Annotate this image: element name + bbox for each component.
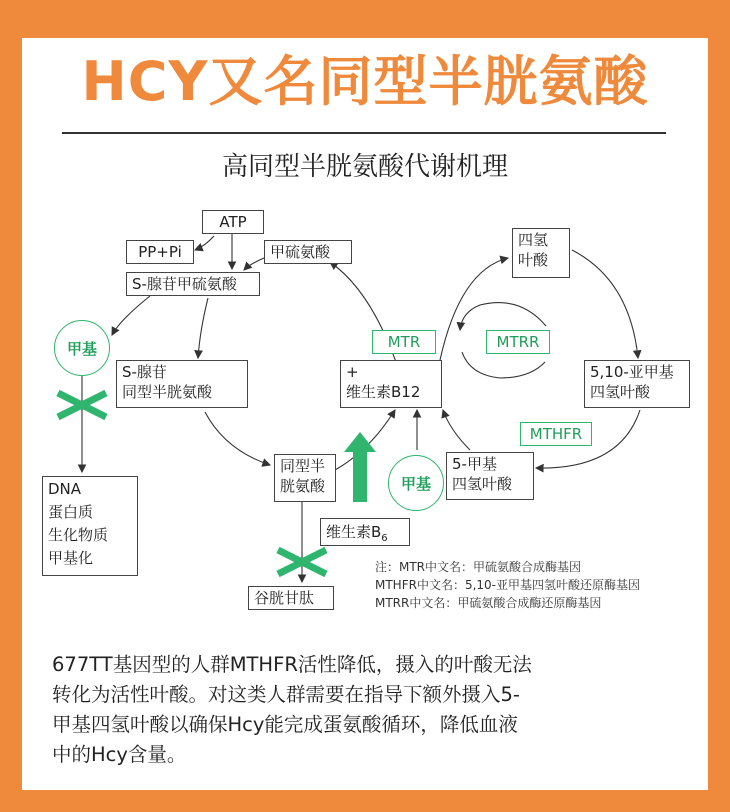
arrow-met-sam xyxy=(244,258,264,270)
arrow-5mthf-b12 xyxy=(443,410,470,450)
sah-line-2: 同型半胱氨酸 xyxy=(122,383,213,401)
explanation-paragraph xyxy=(52,650,692,770)
paragraph-line-2: 转化为活性叶酸。对这类人群需要在指导下额外摄入5- xyxy=(52,683,520,706)
hcy-line-2: 胱氨酸 xyxy=(280,477,326,495)
dna-line-4: 甲基化 xyxy=(48,549,94,567)
mtetra-line-2: 四氢叶酸 xyxy=(452,475,513,493)
arrow-sah-hcy xyxy=(205,412,270,465)
arrow-atp-pp xyxy=(195,236,214,250)
arrow-sam-sah xyxy=(198,298,208,358)
s-adenosyl-methionine-box: S-腺苷甲硫氨酸 xyxy=(126,272,260,296)
vitamin-b6-subscript: 6 xyxy=(381,533,388,544)
paragraph-line-3: 甲基四氢叶酸以确保Hcy能完成蛋氨酸循环，降低血液 xyxy=(52,713,518,736)
s-adenosyl-homocysteine-box xyxy=(116,360,248,408)
vitamin-b12-box xyxy=(340,360,442,408)
gene-notes xyxy=(375,558,640,612)
mthf-line-1: 5,10-亚甲基 xyxy=(590,363,674,381)
note-mthfr: MTHFR中文名：5,10-亚甲基四氢叶酸还原酶基因 xyxy=(375,578,640,592)
green-up-arrow xyxy=(344,432,376,502)
mtr-label: MTR xyxy=(372,330,436,354)
sah-line-1: S-腺苷 xyxy=(122,363,167,381)
tetrahydrofolate-box xyxy=(512,228,570,278)
note-mtrr: MTRR中文名：甲硫氨酸合成酶还原酶基因 xyxy=(375,596,602,610)
paragraph-line-4: 中的Hcy含量。 xyxy=(52,743,187,766)
b12-line-2: 维生素B12 xyxy=(346,383,421,401)
methionine-box: 甲硫氨酸 xyxy=(264,240,352,264)
mtrr-cycle-bottom xyxy=(462,352,545,378)
mthfr-label: MTHFR xyxy=(520,422,592,446)
thf-line-1: 四氢 xyxy=(518,231,549,249)
vitamin-b6-box xyxy=(320,518,410,546)
thf-line-2: 叶酸 xyxy=(518,251,549,269)
pp-pi-box: PP+Pi xyxy=(126,240,194,264)
mthf-line-2: 四氢叶酸 xyxy=(590,383,651,401)
diagram-subtitle: 高同型半胱氨酸代谢机理 xyxy=(221,152,508,182)
atp-box: ATP xyxy=(202,210,264,234)
note-mtr: 注：MTR中文名：甲硫氨酸合成酶基因 xyxy=(375,560,582,574)
mtrr-label: MTRR xyxy=(486,330,550,354)
arrow-thf-mthf xyxy=(572,250,638,358)
dna-line-3: 生化物质 xyxy=(48,526,109,544)
dna-line-2: 蛋白质 xyxy=(48,503,94,521)
arrow-sam-methyl xyxy=(112,296,150,335)
methylene-thf-box xyxy=(584,360,690,408)
homocysteine-box xyxy=(274,454,336,502)
mtrr-cycle-top xyxy=(460,303,546,330)
glutathione-box: 谷胱甘肽 xyxy=(248,586,334,610)
paragraph-line-1: 677TT基因型的人群MTHFR活性降低，摄入的叶酸无法 xyxy=(52,653,532,676)
vitamin-b6-label: 维生素B xyxy=(326,523,382,541)
methylation-targets-box xyxy=(42,476,138,576)
page-title: HCY又名同型半胱氨酸 xyxy=(81,50,649,113)
dna-line-1: DNA xyxy=(48,480,82,498)
mtetra-line-1: 5-甲基 xyxy=(452,455,497,473)
hcy-line-1: 同型半 xyxy=(280,457,326,475)
methyl-thf-box xyxy=(446,452,534,500)
methyl-circle-left: 甲基 xyxy=(54,320,110,376)
b12-line-1: + xyxy=(346,363,359,381)
methyl-circle-middle: 甲基 xyxy=(388,455,444,511)
